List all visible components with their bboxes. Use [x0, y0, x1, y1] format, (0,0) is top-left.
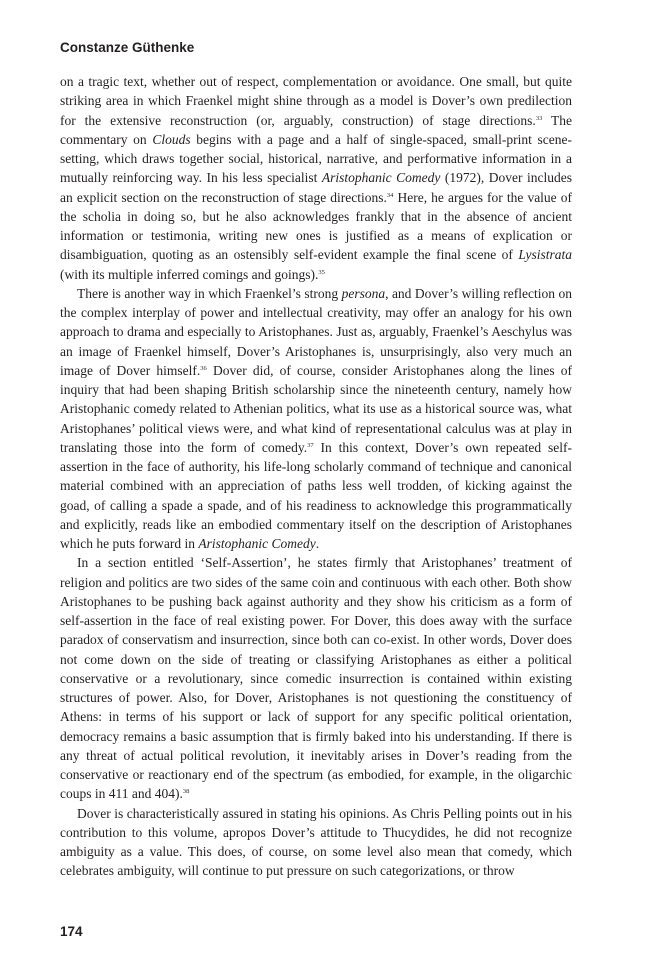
page-number: 174: [60, 924, 83, 939]
italic-title: Aristophanic Comedy: [198, 536, 316, 551]
text-run: (1972), Dover includes an explicit section on the reconstruction of stage directions.: [60, 170, 572, 205]
text-run: Here, he argues for the value of the scholia in doing so, but he also acknowledges frankly that in the absence of ancient information or testimonia, writing new ones is justified as a means of explication or disambiguation, quoting as an ostensibly self-evident example the final scene of: [60, 189, 572, 263]
footnote-marker: 35: [318, 268, 325, 276]
text-run: .: [315, 536, 320, 551]
text-run: In a section entitled ‘Self-Assertion’, he states firmly that Aristophanes’ treatment of religion and politics are two sides of the same coin and continuous with each other. Both show Aristophanes to be pushing back against authority and they show his criticism as a form of self-assertion in the face of real existing power. For Dover, this does away with the surface paradox of conservatism and insurrection, since both can co-exist. In other words, Dover does not come down on the side of treating or classifying Aristophanes as either a political conservative or a revolutionary, since comedic insurrection is contained within existing structures of power. Also, for Dover, Aristophanes is not questioning the constituency of Athens: in terms of his support or lack of support for any specific political orientation, democracy remains a basic assumption that is firmly baked into his understanding. If there is any threat of actual political revolution, it inevitably arises in Dover’s reading from the conservative or reactionary end of the spectrum (as embodied, for example, in the oligarchic coups in 411 and 404).: [60, 555, 572, 802]
text-run: There is another way in which Fraenkel’s strong: [77, 285, 342, 301]
footnote-marker: 34: [386, 191, 394, 199]
italic-title: persona: [341, 285, 386, 301]
text-run: , and Dover’s willing reflection on the complex interplay of power and intellectual creativity, may offer an analogy for his own approach to drama and especially to Aristophanes. Just as, arguably, Fraenkel’s Aeschylus was an image of Fraenkel himself, Dover’s Aristophanes is, unsurprisingly, also very much an image of Dover himself.: [60, 285, 572, 378]
footnote-marker: 33: [535, 114, 543, 122]
text-run: Dover did, of course, consider Aristophanes along the lines of inquiry that had been shaping British scholarship since the nineteenth century, namely how Aristophanic comedy related to Athenian politics, what its use as a historical source was, what Aristophanes’ political views were, and what kind of representational calculus was at play in translating those into the form of comedy.: [60, 362, 572, 455]
footnote-marker: 38: [182, 788, 190, 796]
paragraph: [60, 284, 572, 554]
text-run: The commentary on: [60, 112, 572, 147]
italic-title: Aristophanic Comedy: [321, 170, 441, 186]
footnote-marker: 36: [200, 364, 207, 372]
italic-title: Lysistrata: [518, 247, 572, 263]
body-text: [60, 72, 572, 881]
text-run: (with its multiple inferred comings and goings).: [60, 266, 319, 282]
paragraph: [60, 553, 572, 803]
footnote-marker: 37: [307, 441, 314, 449]
text-run: Dover is characteristically assured in stating his opinions. As Chris Pelling points out in his contribution to this volume, apropos Dover’s attitude to Thucydides, he did not recognize ambiguity as a value. This does, of course, on some level also mean that comedy, which celebrates ambiguity, will continue to put pressure on such categorizations, or throw: [60, 805, 572, 879]
text-run: In this context, Dover’s own repeated self-assertion in the face of authority, his life-long scholarly command of technique and canonical material combined with an appreciation of paths less well trodden, of kicking against the goad, of calling a spade a spade, and of his readiness to acknowledge this programmatically and explicitly, reads like an embodied commentary itself on the description of Aristophanes which he puts forward in: [60, 439, 572, 551]
paragraph: [60, 804, 572, 881]
italic-title: Clouds: [152, 131, 191, 147]
text-run: on a tragic text, whether out of respect, complementation or avoidance. One small, but quite striking area in which Fraenkel might shine through as a model is Dover’s own predilection for the extensive reconstruction (or, arguably, construction) of stage directions.: [60, 74, 572, 128]
text-run: begins with a page and a half of single-spaced, small-print scene-setting, which draws together social, historical, narrative, and performative information in a mutually reinforcing way. In his less specialist: [60, 131, 572, 186]
running-head: Constanze Güthenke: [60, 40, 195, 55]
paragraph: [60, 72, 572, 284]
